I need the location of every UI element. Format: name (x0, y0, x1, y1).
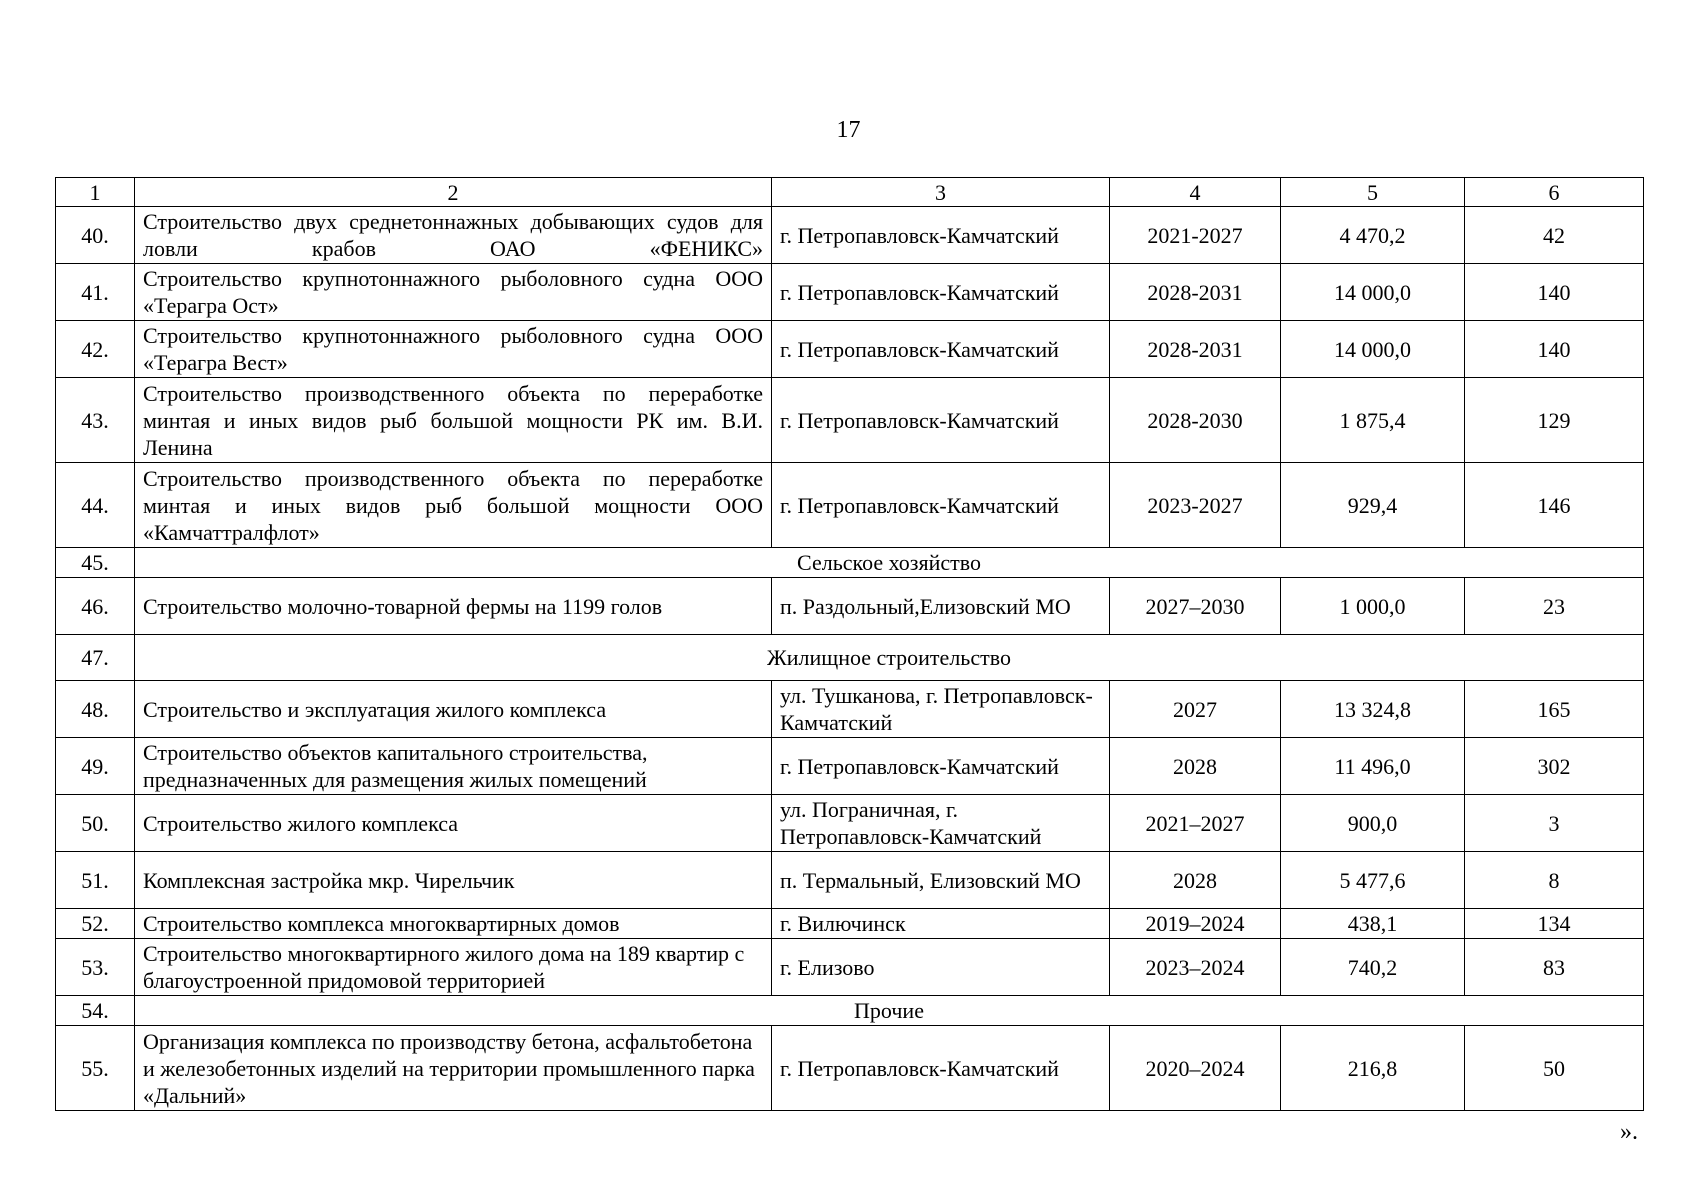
project-jobs: 8 (1465, 852, 1644, 909)
row-number: 49. (56, 738, 135, 795)
project-jobs: 3 (1465, 795, 1644, 852)
project-name: Строительство производственного объекта по переработке минтая и иных видов рыб большой мощности ООО «Камчаттралфлот» (135, 463, 772, 548)
column-header: 3 (772, 178, 1110, 207)
closing-quote-mark: ». (1620, 1119, 1638, 1145)
page-number: 17 (836, 117, 861, 143)
project-amount: 13 324,8 (1281, 681, 1465, 738)
project-jobs: 129 (1465, 378, 1644, 463)
table-row (56, 852, 1644, 909)
row-number: 54. (56, 996, 135, 1026)
section-row (56, 996, 1644, 1026)
project-amount: 14 000,0 (1281, 264, 1465, 321)
project-jobs: 165 (1465, 681, 1644, 738)
column-header: 2 (135, 178, 772, 207)
project-amount: 216,8 (1281, 1026, 1465, 1111)
table-row (56, 207, 1644, 264)
project-amount: 1 875,4 (1281, 378, 1465, 463)
project-name: Строительство жилого комплекса (135, 795, 772, 852)
project-location: п. Термальный, Елизовский МО (772, 852, 1110, 909)
project-jobs: 140 (1465, 321, 1644, 378)
column-header: 4 (1110, 178, 1281, 207)
project-location: г. Петропавловск-Камчатский (772, 738, 1110, 795)
project-name: Строительство многоквартирного жилого дома на 189 квартир с благоустроенной придомовой территорией (135, 939, 772, 996)
section-row (56, 548, 1644, 578)
project-location: г. Петропавловск-Камчатский (772, 1026, 1110, 1111)
project-period: 2023-2027 (1110, 463, 1281, 548)
project-location: ул. Тушканова, г. Петропавловск-Камчатский (772, 681, 1110, 738)
table-row (56, 463, 1644, 548)
row-number: 51. (56, 852, 135, 909)
table-row (56, 578, 1644, 635)
project-location: г. Вилючинск (772, 909, 1110, 939)
project-period: 2028-2030 (1110, 378, 1281, 463)
project-name: Строительство комплекса многоквартирных домов (135, 909, 772, 939)
project-jobs: 134 (1465, 909, 1644, 939)
project-jobs: 83 (1465, 939, 1644, 996)
project-jobs: 140 (1465, 264, 1644, 321)
row-number: 43. (56, 378, 135, 463)
row-number: 45. (56, 548, 135, 578)
project-period: 2027 (1110, 681, 1281, 738)
project-name: Строительство молочно-товарной фермы на 1199 голов (135, 578, 772, 635)
row-number: 48. (56, 681, 135, 738)
row-number: 46. (56, 578, 135, 635)
project-location: г. Петропавловск-Камчатский (772, 321, 1110, 378)
column-header: 5 (1281, 178, 1465, 207)
table-row (56, 795, 1644, 852)
project-location: г. Петропавловск-Камчатский (772, 378, 1110, 463)
project-amount: 740,2 (1281, 939, 1465, 996)
project-location: г. Петропавловск-Камчатский (772, 207, 1110, 264)
project-name: Строительство и эксплуатация жилого комплекса (135, 681, 772, 738)
project-name: Комплексная застройка мкр. Чирельчик (135, 852, 772, 909)
project-name: Строительство крупнотоннажного рыболовного судна ООО «Терагра Вест» (135, 321, 772, 378)
project-period: 2028-2031 (1110, 321, 1281, 378)
table-row (56, 681, 1644, 738)
project-amount: 14 000,0 (1281, 321, 1465, 378)
project-name: Строительство объектов капитального строительства, предназначенных для размещения жилых помещений (135, 738, 772, 795)
project-location: г. Елизово (772, 939, 1110, 996)
section-title: Жилищное строительство (135, 635, 1644, 681)
row-number: 53. (56, 939, 135, 996)
table-row (56, 909, 1644, 939)
project-jobs: 146 (1465, 463, 1644, 548)
project-jobs: 302 (1465, 738, 1644, 795)
section-row (56, 635, 1644, 681)
row-number: 41. (56, 264, 135, 321)
project-period: 2021–2027 (1110, 795, 1281, 852)
project-location: г. Петропавловск-Камчатский (772, 264, 1110, 321)
row-number: 47. (56, 635, 135, 681)
project-location: ул. Пограничная, г. Петропавловск-Камчатский (772, 795, 1110, 852)
project-period: 2028-2031 (1110, 264, 1281, 321)
project-period: 2028 (1110, 738, 1281, 795)
project-name: Организация комплекса по производству бетона, асфальтобетона и железобетонных изделий на территории промышленного парка «Дальний» (135, 1026, 772, 1111)
row-number: 40. (56, 207, 135, 264)
table-row (56, 264, 1644, 321)
column-header: 6 (1465, 178, 1644, 207)
table-row (56, 939, 1644, 996)
project-period: 2027–2030 (1110, 578, 1281, 635)
row-number: 44. (56, 463, 135, 548)
row-number: 42. (56, 321, 135, 378)
table-row (56, 738, 1644, 795)
project-location: п. Раздольный,Елизовский МО (772, 578, 1110, 635)
project-location: г. Петропавловск-Камчатский (772, 463, 1110, 548)
project-amount: 438,1 (1281, 909, 1465, 939)
project-amount: 11 496,0 (1281, 738, 1465, 795)
project-period: 2023–2024 (1110, 939, 1281, 996)
project-name: Строительство производственного объекта по переработке минтая и иных видов рыб большой мощности РК им. В.И. Ленина (135, 378, 772, 463)
project-period: 2020–2024 (1110, 1026, 1281, 1111)
table-row (56, 378, 1644, 463)
row-number: 55. (56, 1026, 135, 1111)
table-row (56, 1026, 1644, 1111)
project-amount: 929,4 (1281, 463, 1465, 548)
projects-table (55, 177, 1644, 1111)
project-jobs: 23 (1465, 578, 1644, 635)
table-row (56, 321, 1644, 378)
project-amount: 5 477,6 (1281, 852, 1465, 909)
row-number: 52. (56, 909, 135, 939)
project-jobs: 50 (1465, 1026, 1644, 1111)
project-period: 2019–2024 (1110, 909, 1281, 939)
table-header-row (56, 178, 1644, 207)
project-amount: 4 470,2 (1281, 207, 1465, 264)
project-name: Строительство крупнотоннажного рыболовного судна ООО «Терагра Ост» (135, 264, 772, 321)
project-name: Строительство двух среднетоннажных добывающих судов для ловли крабов ОАО «ФЕНИКС» (135, 207, 772, 264)
project-amount: 900,0 (1281, 795, 1465, 852)
row-number: 50. (56, 795, 135, 852)
column-header: 1 (56, 178, 135, 207)
project-jobs: 42 (1465, 207, 1644, 264)
section-title: Прочие (135, 996, 1644, 1026)
project-amount: 1 000,0 (1281, 578, 1465, 635)
project-period: 2028 (1110, 852, 1281, 909)
section-title: Сельское хозяйство (135, 548, 1644, 578)
project-period: 2021-2027 (1110, 207, 1281, 264)
